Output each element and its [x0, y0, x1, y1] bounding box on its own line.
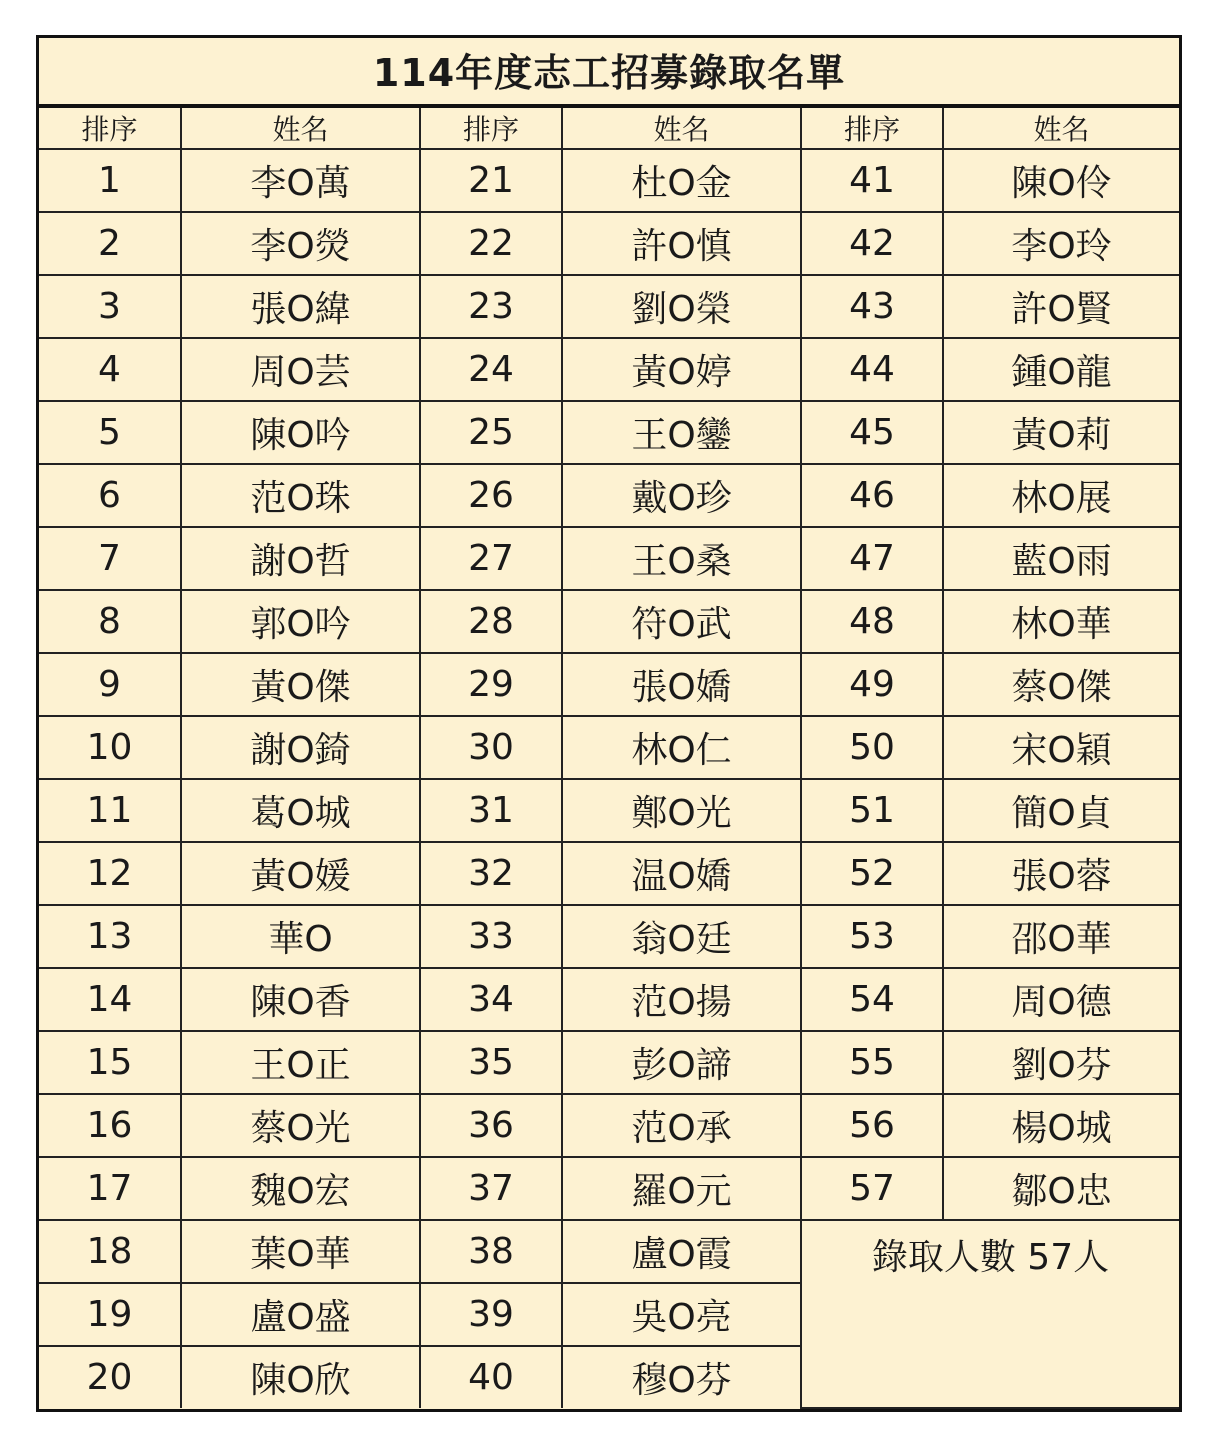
table-row — [39, 464, 1179, 527]
rank-cell: 21 — [420, 149, 562, 212]
rank-cell: 8 — [39, 590, 181, 653]
header-name: 姓名 — [181, 108, 420, 149]
rank-cell: 52 — [801, 842, 943, 905]
name-cell: 葛O城 — [181, 779, 420, 842]
name-cell: 張O緯 — [181, 275, 420, 338]
name-cell: 林O展 — [943, 464, 1179, 527]
rank-cell: 22 — [420, 212, 562, 275]
roster-sheet — [36, 35, 1182, 1412]
table-row — [39, 1157, 1179, 1220]
rank-cell: 12 — [39, 842, 181, 905]
table-row — [39, 590, 1179, 653]
table-row — [39, 401, 1179, 464]
name-cell: 翁O廷 — [562, 905, 801, 968]
rank-cell: 41 — [801, 149, 943, 212]
name-cell: 宋O穎 — [943, 716, 1179, 779]
rank-cell: 57 — [801, 1157, 943, 1220]
table-row — [39, 527, 1179, 590]
table-row — [39, 905, 1179, 968]
table-row — [39, 1094, 1179, 1157]
table-row — [39, 149, 1179, 212]
rank-cell: 45 — [801, 401, 943, 464]
rank-cell: 11 — [39, 779, 181, 842]
rank-cell: 39 — [420, 1283, 562, 1346]
rank-cell: 44 — [801, 338, 943, 401]
rank-cell: 9 — [39, 653, 181, 716]
table-row — [39, 968, 1179, 1031]
name-cell: 蔡O光 — [181, 1094, 420, 1157]
rank-cell: 32 — [420, 842, 562, 905]
name-cell: 王O鑾 — [562, 401, 801, 464]
rank-cell: 24 — [420, 338, 562, 401]
rank-cell: 36 — [420, 1094, 562, 1157]
table-row — [39, 653, 1179, 716]
rank-cell: 33 — [420, 905, 562, 968]
name-cell: 陳O伶 — [943, 149, 1179, 212]
name-cell: 周O芸 — [181, 338, 420, 401]
name-cell: 范O珠 — [181, 464, 420, 527]
name-cell: 林O華 — [943, 590, 1179, 653]
name-cell: 温O嬌 — [562, 842, 801, 905]
table-row — [39, 716, 1179, 779]
name-cell: 蔡O傑 — [943, 653, 1179, 716]
name-cell: 杜O金 — [562, 149, 801, 212]
name-cell: 魏O宏 — [181, 1157, 420, 1220]
rank-cell: 53 — [801, 905, 943, 968]
table-row — [39, 1031, 1179, 1094]
rank-cell: 47 — [801, 527, 943, 590]
header-rank: 排序 — [801, 108, 943, 149]
rank-cell: 28 — [420, 590, 562, 653]
name-cell: 吳O亮 — [562, 1283, 801, 1346]
name-cell: 陳O香 — [181, 968, 420, 1031]
name-cell: 簡O貞 — [943, 779, 1179, 842]
name-cell: 許O賢 — [943, 275, 1179, 338]
name-cell: 鄒O忠 — [943, 1157, 1179, 1220]
name-cell: 華O — [181, 905, 420, 968]
header-name: 姓名 — [562, 108, 801, 149]
rank-cell: 48 — [801, 590, 943, 653]
name-cell: 李O玲 — [943, 212, 1179, 275]
table-row — [39, 1220, 1179, 1283]
table-row — [39, 842, 1179, 905]
rank-cell: 14 — [39, 968, 181, 1031]
rank-cell: 4 — [39, 338, 181, 401]
rank-cell: 51 — [801, 779, 943, 842]
rank-cell: 42 — [801, 212, 943, 275]
rank-cell: 43 — [801, 275, 943, 338]
rank-cell: 34 — [420, 968, 562, 1031]
roster-body — [39, 108, 1179, 1408]
name-cell: 劉O芬 — [943, 1031, 1179, 1094]
name-cell: 盧O霞 — [562, 1220, 801, 1283]
rank-cell: 13 — [39, 905, 181, 968]
name-cell: 張O蓉 — [943, 842, 1179, 905]
name-cell: 李O萬 — [181, 149, 420, 212]
rank-cell: 38 — [420, 1220, 562, 1283]
name-cell: 符O武 — [562, 590, 801, 653]
page-title: 114年度志工招募錄取名單 — [39, 38, 1179, 108]
rank-cell: 31 — [420, 779, 562, 842]
rank-cell: 27 — [420, 527, 562, 590]
name-cell: 穆O芬 — [562, 1346, 801, 1408]
rank-cell: 49 — [801, 653, 943, 716]
name-cell: 黃O傑 — [181, 653, 420, 716]
rank-cell: 50 — [801, 716, 943, 779]
rank-cell: 18 — [39, 1220, 181, 1283]
name-cell: 黃O媛 — [181, 842, 420, 905]
name-cell: 楊O城 — [943, 1094, 1179, 1157]
name-cell: 謝O錡 — [181, 716, 420, 779]
name-cell: 藍O雨 — [943, 527, 1179, 590]
name-cell: 黃O婷 — [562, 338, 801, 401]
rank-cell: 29 — [420, 653, 562, 716]
name-cell: 范O承 — [562, 1094, 801, 1157]
rank-cell: 40 — [420, 1346, 562, 1408]
rank-cell: 2 — [39, 212, 181, 275]
rank-cell: 25 — [420, 401, 562, 464]
name-cell: 彭O諦 — [562, 1031, 801, 1094]
name-cell: 林O仁 — [562, 716, 801, 779]
rank-cell: 6 — [39, 464, 181, 527]
admitted-count-summary: 錄取人數 57人 — [801, 1220, 1179, 1408]
name-cell: 李O熒 — [181, 212, 420, 275]
name-cell: 鄭O光 — [562, 779, 801, 842]
name-cell: 周O德 — [943, 968, 1179, 1031]
rank-cell: 56 — [801, 1094, 943, 1157]
rank-cell: 35 — [420, 1031, 562, 1094]
name-cell: 盧O盛 — [181, 1283, 420, 1346]
table-row — [39, 212, 1179, 275]
name-cell: 王O桑 — [562, 527, 801, 590]
name-cell: 張O嬌 — [562, 653, 801, 716]
rank-cell: 23 — [420, 275, 562, 338]
header-row — [39, 108, 1179, 149]
rank-cell: 26 — [420, 464, 562, 527]
name-cell: 葉O華 — [181, 1220, 420, 1283]
name-cell: 陳O吟 — [181, 401, 420, 464]
roster-table — [39, 108, 1179, 1409]
rank-cell: 5 — [39, 401, 181, 464]
rank-cell: 54 — [801, 968, 943, 1031]
name-cell: 郭O吟 — [181, 590, 420, 653]
rank-cell: 16 — [39, 1094, 181, 1157]
rank-cell: 55 — [801, 1031, 943, 1094]
header-rank: 排序 — [420, 108, 562, 149]
header-name: 姓名 — [943, 108, 1179, 149]
name-cell: 戴O珍 — [562, 464, 801, 527]
name-cell: 羅O元 — [562, 1157, 801, 1220]
name-cell: 范O揚 — [562, 968, 801, 1031]
rank-cell: 7 — [39, 527, 181, 590]
rank-cell: 37 — [420, 1157, 562, 1220]
rank-cell: 3 — [39, 275, 181, 338]
name-cell: 黃O莉 — [943, 401, 1179, 464]
rank-cell: 20 — [39, 1346, 181, 1408]
header-rank: 排序 — [39, 108, 181, 149]
name-cell: 鍾O龍 — [943, 338, 1179, 401]
table-row — [39, 779, 1179, 842]
name-cell: 謝O哲 — [181, 527, 420, 590]
table-row — [39, 338, 1179, 401]
name-cell: 陳O欣 — [181, 1346, 420, 1408]
name-cell: 劉O榮 — [562, 275, 801, 338]
name-cell: 邵O華 — [943, 905, 1179, 968]
rank-cell: 46 — [801, 464, 943, 527]
name-cell: 許O慎 — [562, 212, 801, 275]
name-cell: 王O正 — [181, 1031, 420, 1094]
rank-cell: 1 — [39, 149, 181, 212]
rank-cell: 17 — [39, 1157, 181, 1220]
rank-cell: 30 — [420, 716, 562, 779]
rank-cell: 15 — [39, 1031, 181, 1094]
rank-cell: 10 — [39, 716, 181, 779]
rank-cell: 19 — [39, 1283, 181, 1346]
table-row — [39, 275, 1179, 338]
